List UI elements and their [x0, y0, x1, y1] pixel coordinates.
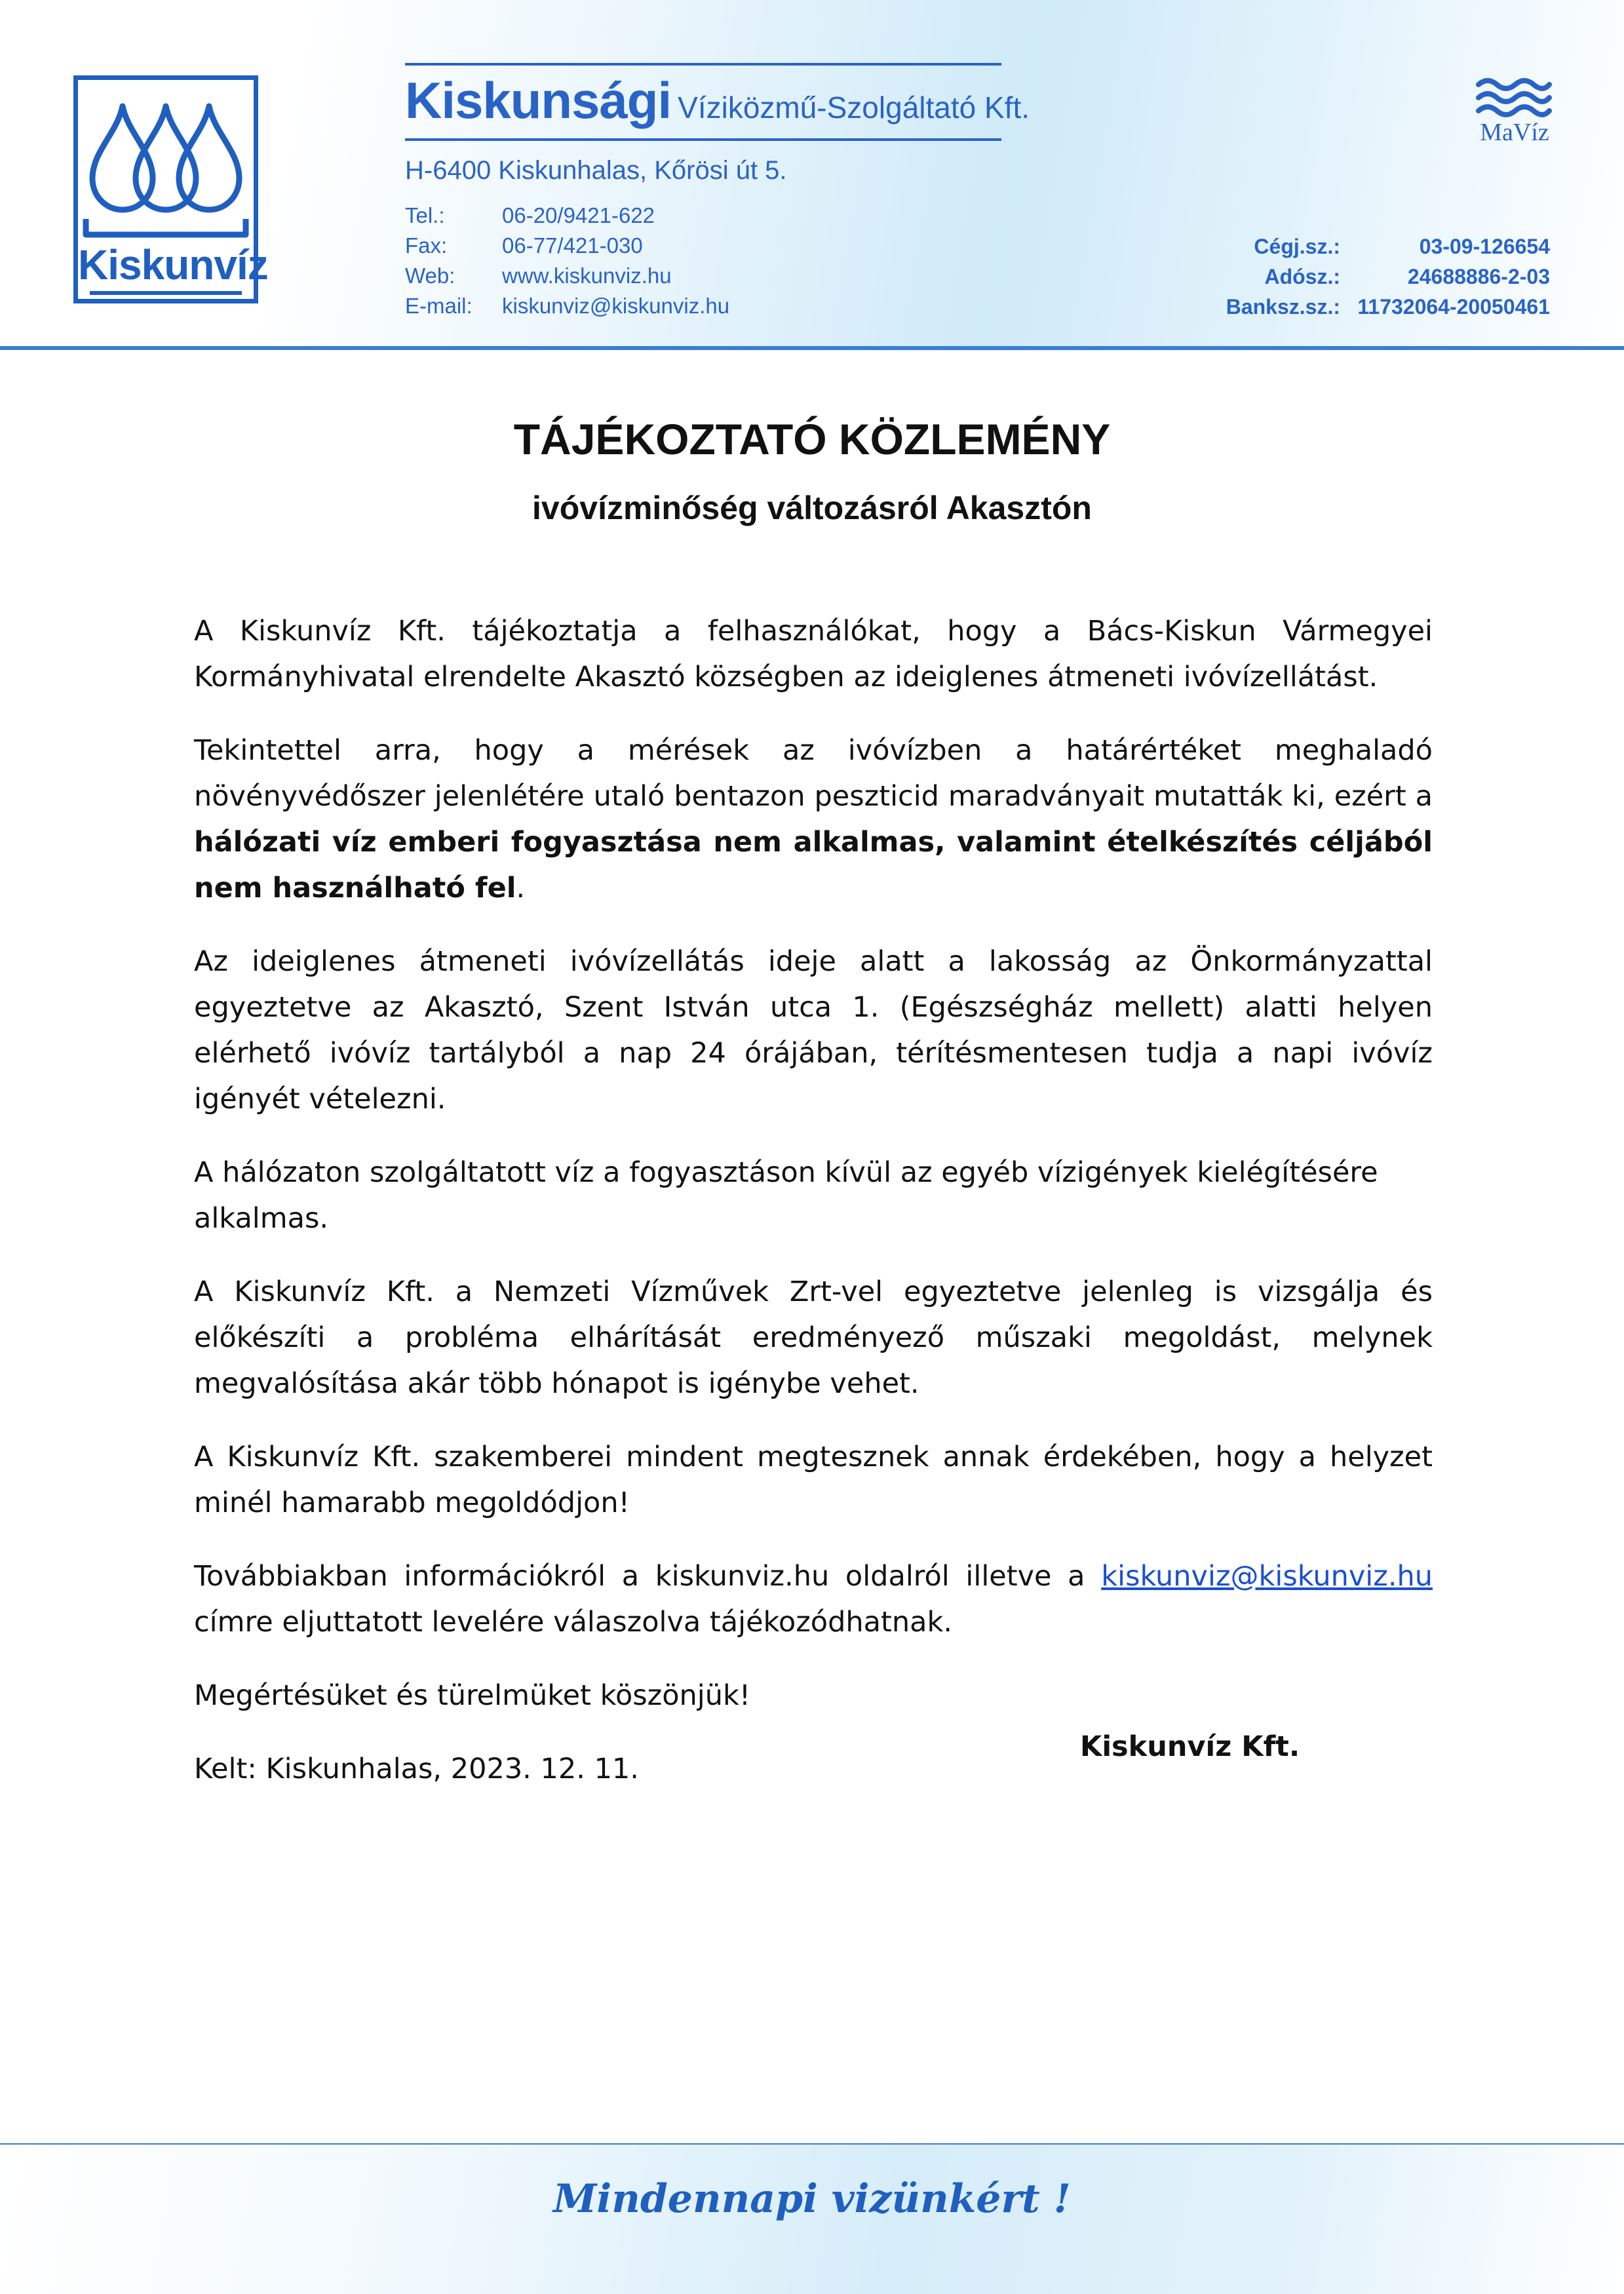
paragraph-1: A Kiskunvíz Kft. tájékoztatja a felhasználókat, hogy a Bács-Kiskun Vármegyei Kormányhivatal elrendelte Akasztó községben az ideiglenes átmeneti ivóvízellátást. — [194, 615, 1433, 693]
document-subtitle: ivóvízminőség változásról Akasztón — [532, 490, 1092, 526]
company-name-suffix: Víziközmű-Szolgáltató Kft. — [678, 90, 1030, 125]
contact-row-fax — [405, 233, 729, 263]
logo-underline — [90, 291, 242, 295]
registration-label: Adósz.: — [1264, 265, 1340, 288]
company-name — [405, 71, 1030, 130]
paragraph-3: Az ideiglenes átmeneti ivóvízellátás ideje alatt a lakosság az Önkormányzattal egyeztetve az Akasztó, Szent István utca 1. (Egészségház mellett) alatti helyen elérhető ivóvíz tartályból a nap 24 órájában, térítésmentesen tudja a napi ivóvíz igényét vételezni. — [194, 945, 1433, 1116]
registration-label: Cégj.sz.: — [1254, 235, 1340, 258]
paragraph-7-end: címre eljuttatott levelére válaszolva tájékozódhatnak. — [194, 1606, 953, 1639]
company-address: H-6400 Kiskunhalas, Kőrösi út 5. — [405, 156, 787, 185]
contact-label: Web: — [405, 263, 455, 288]
date-line: Kelt: Kiskunhalas, 2023. 12. 11. — [194, 1753, 639, 1785]
maviz-wordmark: MaVíz — [1480, 119, 1549, 146]
company-name-rule-top — [405, 63, 1001, 66]
paragraph-8: Megértésüket és türelmüket köszönjük! — [194, 1679, 751, 1712]
paragraph-6: A Kiskunvíz Kft. szakemberei mindent megtesznek annak érdekében, hogy a helyzet minél hamarabb megoldódjon! — [194, 1441, 1433, 1519]
paragraph-5: A Kiskunvíz Kft. a Nemzeti Vízművek Zrt-vel egyeztetve jelenleg is vizsgálja és előkészíti a probléma elhárítását eredményező műszaki megoldást, melynek megvalósítása akár több hónapot is igénybe vehet. — [194, 1275, 1433, 1400]
contact-row-web — [405, 263, 729, 294]
contact-value: www.kiskunviz.hu — [502, 263, 672, 288]
company-name-main: Kiskunsági — [405, 71, 672, 129]
contact-value: 06-20/9421-622 — [502, 203, 655, 227]
company-name-rule-bottom — [405, 138, 1001, 141]
paragraph-7 — [194, 1553, 1433, 1645]
registration-value: 11732064-20050461 — [1357, 295, 1550, 319]
paragraph-2-end: . — [516, 872, 526, 904]
contact-value: kiskunviz@kiskunviz.hu — [502, 294, 730, 318]
contact-value: 06-77/421-030 — [502, 233, 643, 258]
registration-row — [1219, 265, 1550, 295]
paragraph-4: A hálózaton szolgáltatott víz a fogyasztáson kívül az egyéb vízigények kielégítésére alkalmas. — [194, 1156, 1378, 1235]
paragraph-2-text: Tekintettel arra, hogy a mérések az ivóvízben a határértéket meghaladó növényvédőszer jelenlétére utaló bentazon peszticid maradványait mutatták ki, ezért a — [194, 734, 1433, 813]
registration-row — [1219, 295, 1550, 325]
email-link[interactable]: kiskunviz@kiskunviz.hu — [1101, 1560, 1433, 1593]
paragraph-7-text: Továbbiakban információkról a kiskunviz.hu oldalról illetve a — [194, 1560, 1102, 1593]
registration-row — [1219, 235, 1550, 265]
document-title: TÁJÉKOZTATÓ KÖZLEMÉNY — [513, 415, 1111, 463]
contact-block — [405, 203, 729, 324]
paragraph-2 — [194, 728, 1433, 911]
paragraph-2-emphasis: hálózati víz emberi fogyasztása nem alkalmas, valamint ételkészítés céljából nem használható fel — [194, 826, 1433, 904]
letterhead-divider — [0, 346, 1624, 350]
contact-row-phone — [405, 203, 729, 233]
registration-value: 03-09-126654 — [1419, 235, 1550, 258]
document-body — [194, 608, 1433, 1819]
contact-label: Tel.: — [405, 203, 445, 227]
footer-slogan: Mindennapi vizünkért ! — [553, 2176, 1071, 2222]
contact-label: E-mail: — [405, 294, 473, 318]
water-drops-icon — [78, 80, 254, 243]
contact-row-email — [405, 294, 729, 324]
registration-label: Banksz.sz.: — [1226, 295, 1340, 319]
logo-wordmark: Kiskunvíz — [78, 241, 268, 288]
registration-value: 24688886-2-03 — [1407, 265, 1550, 288]
signature: Kiskunvíz Kft. — [1080, 1730, 1300, 1763]
kiskunviz-logo — [73, 75, 268, 303]
contact-label: Fax: — [405, 233, 448, 258]
registration-block — [1219, 235, 1550, 325]
